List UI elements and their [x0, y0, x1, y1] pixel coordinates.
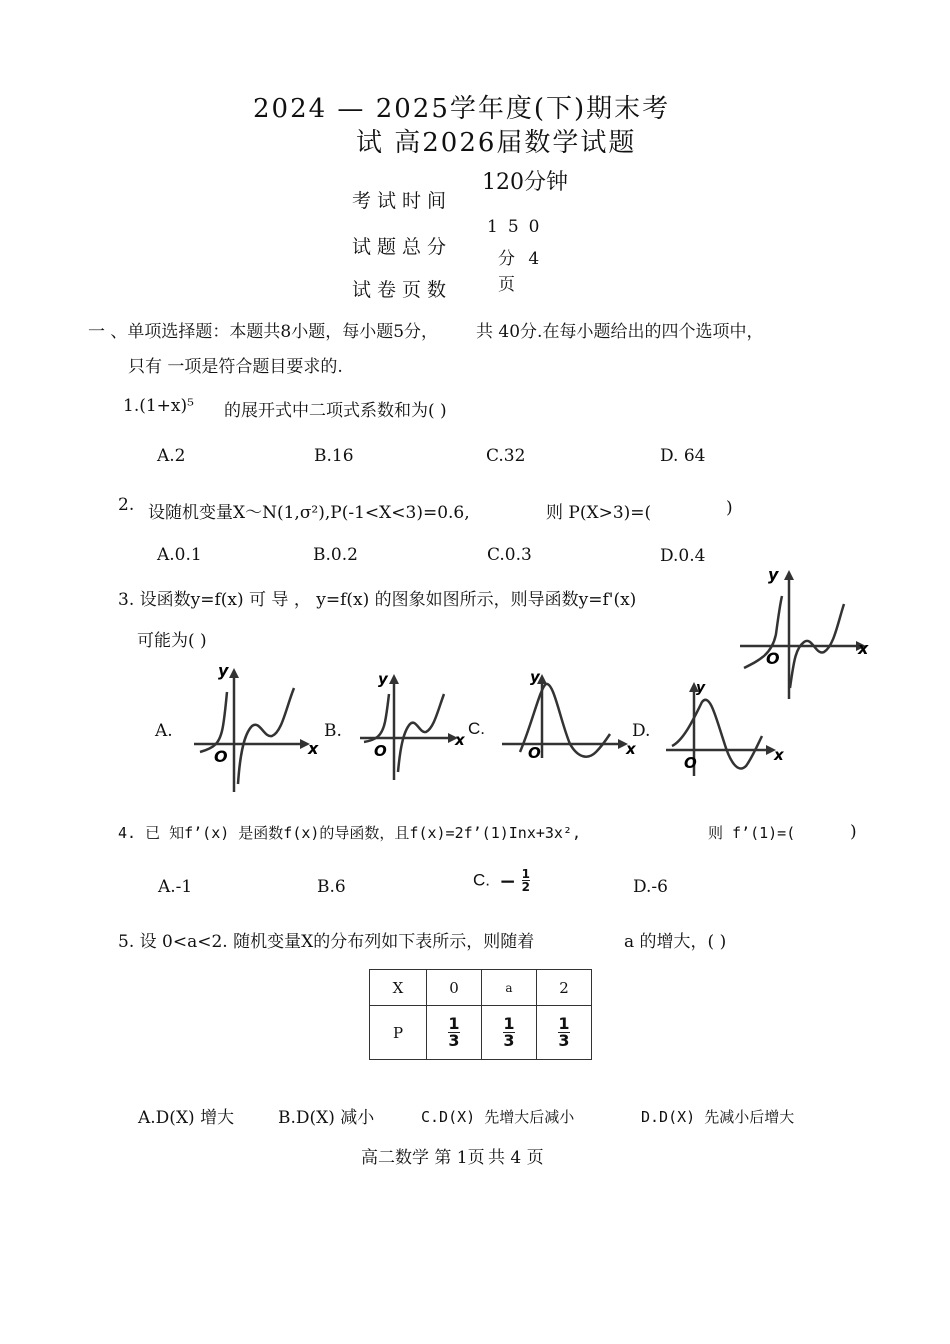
- q3-d-x-label: x: [774, 746, 784, 764]
- q1-stem: 的展开式中二项式系数和为( ): [224, 401, 447, 421]
- q5-prob-fraction: [558, 1013, 570, 1050]
- q5-table-cell: X: [370, 970, 427, 1006]
- q5-prob-num: 1: [503, 1013, 515, 1033]
- q2-number: 2.: [118, 495, 135, 515]
- q1-stem-prefix: 1.(1+x)⁵: [123, 396, 194, 416]
- meta-pages-label: 试卷页数: [352, 279, 453, 301]
- q4-option-c[interactable]: [473, 868, 530, 893]
- section-1-total: 共 40分.在每小题给出的四个选项中，: [476, 322, 764, 342]
- q5-stem: 5. 设 0<a<2. 随机变量X的分布列如下表所示，则随着: [118, 932, 535, 952]
- q5-prob-num: 1: [558, 1013, 570, 1033]
- q3-option-a-graph[interactable]: [190, 661, 319, 794]
- q4-option-c-denominator: 2: [521, 880, 530, 894]
- q5-prob-fraction: [503, 1013, 515, 1050]
- q5-table-cell: [482, 1006, 537, 1060]
- q2-option-d[interactable]: D.0.4: [660, 546, 706, 566]
- q3-option-c-label[interactable]: C.: [468, 719, 485, 738]
- q5-option-d[interactable]: D.D(X) 先减小后增大: [641, 1108, 795, 1126]
- q5-option-c[interactable]: C.D(X) 先增大后减小: [421, 1108, 575, 1126]
- q4-paren-close: ): [850, 822, 857, 842]
- meta-score-label: 试题总分: [352, 236, 453, 258]
- page-footer-total: 共 4 页: [488, 1148, 544, 1168]
- q2-stem-tail: 则 P(X>3)=(: [546, 503, 652, 523]
- q5-prob-den: 3: [558, 1030, 570, 1050]
- q3-main-origin: O: [766, 649, 780, 668]
- q3-stem: 3. 设函数y=f(x) 可 导 ， y=f(x) 的图象如图所示，则导函数y=f'(x): [118, 590, 637, 610]
- q3-b-y-label: y: [378, 670, 388, 688]
- meta-time-value: 120分钟: [482, 170, 568, 195]
- q2-option-b[interactable]: B.0.2: [313, 545, 358, 565]
- meta-score-value: 150: [487, 217, 550, 237]
- q4-option-c-sign: −: [499, 868, 517, 893]
- q5-table-row-x: [370, 970, 592, 1006]
- meta-pages-unit: 页: [498, 275, 515, 295]
- q3-main-y-label: y: [768, 565, 779, 584]
- q4-option-a[interactable]: A.-1: [158, 877, 193, 897]
- q5-prob-den: 3: [503, 1030, 515, 1050]
- q4-stem-tail: 则 f’(1)=(: [708, 824, 796, 842]
- q1-option-d[interactable]: D. 64: [660, 446, 706, 466]
- q5-table-cell: P: [370, 1006, 427, 1060]
- q3-a-x-label: x: [308, 739, 319, 758]
- q5-table-row-p: [370, 1006, 592, 1060]
- q3-a-y-label: y: [218, 661, 229, 680]
- meta-score-unit: 分 4: [498, 249, 544, 269]
- q1-option-b[interactable]: B.16: [314, 446, 354, 466]
- q2-paren-close: ): [726, 498, 733, 518]
- q5-table-cell: [537, 1006, 592, 1060]
- q3-b-x-label: x: [455, 731, 465, 749]
- q1-option-a[interactable]: A.2: [157, 446, 186, 466]
- title-line-2: 试 高2026届数学试题: [356, 128, 637, 158]
- q3-option-d-graph[interactable]: [664, 678, 784, 778]
- q5-table-cell: 0: [427, 970, 482, 1006]
- section-1-instruction: 只有 一项是符合题目要求的.: [128, 357, 343, 377]
- q5-option-a[interactable]: A.D(X) 增大: [138, 1108, 235, 1128]
- q5-table-cell: 2: [537, 970, 592, 1006]
- q4-stem: 4. 已 知f’(x) 是函数f(x)的导函数，且f(x)=2f’(1)Inx+3x²,: [118, 824, 582, 842]
- q5-stem-tail: a 的增大，( ): [624, 932, 727, 952]
- meta-time-label: 考试时间: [352, 190, 453, 212]
- q2-option-c[interactable]: C.0.3: [487, 545, 532, 565]
- q3-d-origin: O: [684, 754, 697, 772]
- q3-option-b-graph[interactable]: [358, 670, 465, 782]
- q5-distribution-table: [369, 969, 592, 1060]
- q3-d-y-label: y: [696, 680, 706, 696]
- section-1-heading: 一 、单项选择题：本题共8小题，每小题5分，: [88, 322, 439, 342]
- q4-option-c-numerator: 1: [521, 867, 530, 881]
- q3-b-origin: O: [374, 742, 387, 760]
- q4-option-d[interactable]: D.-6: [633, 877, 668, 897]
- q5-option-b[interactable]: B.D(X) 减小: [278, 1108, 375, 1128]
- q3-option-c-graph[interactable]: [500, 668, 636, 762]
- q5-prob-den: 3: [448, 1030, 460, 1050]
- q3-option-a-label[interactable]: A.: [155, 721, 173, 741]
- q4-option-c-fraction: [522, 868, 530, 893]
- q2-stem: 设随机变量X～N(1,σ²),P(-1<X<3)=0.6,: [148, 503, 470, 523]
- q3-c-origin: O: [528, 744, 541, 762]
- q5-prob-num: 1: [448, 1013, 460, 1033]
- q4-option-b[interactable]: B.6: [317, 877, 346, 897]
- q3-c-x-label: x: [626, 740, 636, 758]
- q2-option-a[interactable]: A.0.1: [157, 545, 202, 565]
- q3-stem-line2: 可能为( ): [137, 631, 207, 651]
- q3-c-y-label: y: [530, 668, 540, 686]
- q4-option-c-label: C.: [473, 870, 490, 890]
- q3-main-x-label: x: [858, 639, 869, 658]
- page-footer: 高二数学 第 1页: [361, 1148, 485, 1168]
- q3-a-origin: O: [214, 747, 228, 766]
- q5-prob-fraction: [448, 1013, 460, 1050]
- q5-table-cell: a: [482, 970, 537, 1006]
- q1-option-c[interactable]: C.32: [486, 446, 526, 466]
- q3-option-d-label[interactable]: D.: [632, 721, 651, 741]
- q5-table-cell: [427, 1006, 482, 1060]
- title-line-1: 2024 — 2025学年度(下)期末考: [253, 94, 671, 124]
- q3-option-b-label[interactable]: B.: [324, 721, 342, 741]
